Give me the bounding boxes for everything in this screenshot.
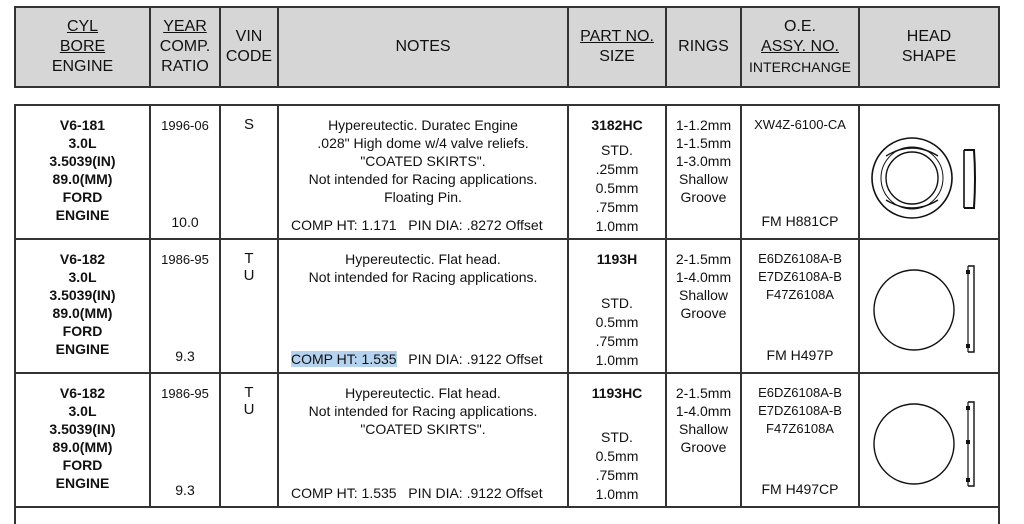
header-engine: ENGINE (51, 58, 114, 75)
vin-cell (221, 106, 279, 238)
piston-flat-shape-icon (860, 240, 998, 372)
size-item: STD. (601, 142, 633, 158)
header-notes-label: NOTES (395, 38, 451, 55)
cyl-cell (16, 240, 151, 372)
cyl-line: 89.0(MM) (52, 305, 113, 321)
cyl-line: ENGINE (55, 341, 110, 357)
ring-item: Groove (680, 439, 727, 455)
note-line: "COATED SKIRTS". (360, 421, 486, 437)
piston-flat-coated-shape-icon (860, 374, 998, 506)
header-shape: SHAPE (901, 48, 957, 65)
pin-dia: PIN DIA: .9122 Offset (408, 351, 543, 367)
comp-pin-line (291, 484, 543, 502)
cyl-line: ENGINE (55, 475, 110, 491)
note-line: .028" High dome w/4 valve reliefs. (317, 135, 529, 151)
note-line: Not intended for Racing applications. (308, 403, 538, 419)
note-line: Hypereutectic. Flat head. (345, 251, 501, 267)
interchange-number: FM H497CP (761, 481, 839, 497)
comp-ht-selected[interactable]: COMP HT: 1.535 (291, 351, 397, 367)
comp-ratio-value: 9.3 (175, 482, 195, 498)
header-rings (667, 8, 742, 86)
ring-item: 1-4.0mm (675, 403, 732, 419)
ring-item: Shallow (678, 171, 729, 187)
size-item: 1.0mm (595, 352, 639, 368)
header-cyl-bore-engine (16, 8, 151, 86)
oe-number: E6DZ6108A-B (758, 251, 842, 266)
size-item: 1.0mm (595, 486, 639, 502)
cyl-line: 89.0(MM) (52, 171, 113, 187)
comp-pin-line (291, 350, 543, 368)
header-bore: BORE (59, 38, 106, 55)
size-item: STD. (601, 429, 633, 445)
piston-dome-shape-icon (860, 106, 998, 238)
size-item: .75mm (595, 467, 639, 483)
header-year: YEAR (163, 18, 207, 35)
size-item: STD. (601, 295, 633, 311)
header-interchange: INTERCHANGE (749, 59, 851, 75)
notes-cell (279, 240, 569, 372)
table-row (16, 374, 998, 508)
part-number: 1193HC (591, 385, 643, 401)
year-value: 1986-95 (161, 252, 209, 267)
size-item: 0.5mm (595, 180, 639, 196)
header-code: CODE (225, 48, 273, 65)
header-year-ratio (151, 8, 221, 86)
oe-number: F47Z6108A (766, 421, 834, 436)
oe-cell (742, 240, 860, 372)
year-cell (151, 106, 221, 238)
size-list (569, 428, 665, 504)
oe-cell (742, 106, 860, 238)
header-rings-label: RINGS (678, 38, 729, 55)
cyl-line: 3.0L (68, 269, 97, 285)
vin-code: U (243, 401, 255, 418)
cyl-line: 3.5039(IN) (49, 287, 116, 303)
size-item: 0.5mm (595, 448, 639, 464)
note-line: "COATED SKIRTS". (360, 153, 486, 169)
note-line: Hypereutectic. Duratec Engine (328, 117, 518, 133)
interchange-number: FM H497P (766, 347, 834, 363)
header-vin: VIN (235, 28, 263, 45)
comp-pin-line (291, 216, 543, 234)
size-item: .75mm (595, 333, 639, 349)
vin-code: U (243, 267, 255, 284)
ring-item: Shallow (678, 421, 729, 437)
size-list (569, 294, 665, 370)
size-item: 1.0mm (595, 218, 639, 234)
header-head: HEAD (906, 28, 952, 45)
vin-cell (221, 240, 279, 372)
header-notes (279, 8, 569, 86)
part-cell (569, 106, 667, 238)
head-shape-cell (860, 240, 998, 372)
ring-item: 2-1.5mm (675, 385, 732, 401)
ring-item: 2-1.5mm (675, 251, 732, 267)
comp-ratio-value: 9.3 (175, 348, 195, 364)
vin-cell (221, 374, 279, 506)
part-cell (569, 374, 667, 506)
cyl-line: 89.0(MM) (52, 439, 113, 455)
cyl-line: FORD (62, 457, 103, 473)
oe-number: E7DZ6108A-B (758, 269, 842, 284)
ring-item: Groove (680, 189, 727, 205)
cyl-cell (16, 106, 151, 238)
ring-item: 1-1.2mm (675, 117, 732, 133)
note-line: Floating Pin. (384, 189, 462, 205)
oe-number: E6DZ6108A-B (758, 385, 842, 400)
year-cell (151, 240, 221, 372)
header-head-shape (860, 8, 998, 86)
vin-code: T (244, 250, 254, 267)
header-size: SIZE (599, 48, 635, 65)
ring-item: Groove (680, 305, 727, 321)
cyl-line: V6-182 (59, 385, 106, 401)
part-cell (569, 240, 667, 372)
part-number: 3182HC (591, 117, 643, 133)
interchange-number: FM H881CP (761, 213, 839, 229)
cyl-line: FORD (62, 189, 103, 205)
vin-code: S (243, 116, 254, 133)
size-item: .75mm (595, 199, 639, 215)
oe-number: E7DZ6108A-B (758, 403, 842, 418)
cyl-line: V6-182 (59, 251, 106, 267)
header-oe (742, 8, 860, 86)
header-oe-label: O.E. (783, 18, 816, 35)
comp-ratio-value: 10.0 (171, 214, 199, 230)
notes-cell (279, 374, 569, 506)
note-line: Hypereutectic. Flat head. (345, 385, 501, 401)
cyl-line: 3.0L (68, 135, 97, 151)
part-number: 1193H (596, 251, 638, 267)
year-value: 1986-95 (161, 386, 209, 401)
note-line: Not intended for Racing applications. (308, 269, 538, 285)
oe-number: F47Z6108A (766, 287, 834, 302)
rings-cell (667, 374, 742, 506)
size-item: .25mm (595, 161, 639, 177)
header-cyl: CYL (66, 18, 99, 35)
vin-code: T (244, 384, 254, 401)
comp-ht: COMP HT: 1.535 (291, 485, 397, 501)
year-value: 1996-06 (161, 118, 209, 133)
cyl-line: ENGINE (55, 207, 110, 223)
ring-item: 1-3.0mm (675, 153, 732, 169)
table-row (16, 106, 998, 240)
table-header (14, 6, 1000, 88)
header-part-size (569, 8, 667, 86)
piston-table (14, 104, 1000, 524)
header-partno: PART NO. (580, 28, 654, 45)
notes-cell (279, 106, 569, 238)
table-row (16, 240, 998, 374)
cyl-line: FORD (62, 323, 103, 339)
cyl-line: 3.5039(IN) (49, 153, 116, 169)
note-line: Not intended for Racing applications. (308, 171, 538, 187)
header-ratio: RATIO (161, 58, 209, 75)
header-comp: COMP. (159, 38, 211, 55)
rings-cell (667, 106, 742, 238)
oe-cell (742, 374, 860, 506)
year-cell (151, 374, 221, 506)
head-shape-cell (860, 374, 998, 506)
pin-dia: PIN DIA: .9122 Offset (408, 485, 543, 501)
cyl-line: 3.0L (68, 403, 97, 419)
size-item: 0.5mm (595, 314, 639, 330)
comp-ht: COMP HT: 1.171 (291, 217, 397, 233)
head-shape-cell (860, 106, 998, 238)
cyl-line: V6-181 (59, 117, 106, 133)
cyl-cell (16, 374, 151, 506)
ring-item: 1-4.0mm (675, 269, 732, 285)
pin-dia: PIN DIA: .8272 Offset (408, 217, 543, 233)
cyl-line: 3.5039(IN) (49, 421, 116, 437)
rings-cell (667, 240, 742, 372)
oe-number: XW4Z-6100-CA (754, 117, 846, 132)
header-vin-code (221, 8, 279, 86)
size-list (569, 141, 665, 236)
header-assy: ASSY. NO. (761, 38, 839, 55)
ring-item: 1-1.5mm (675, 135, 732, 151)
ring-item: Shallow (678, 287, 729, 303)
